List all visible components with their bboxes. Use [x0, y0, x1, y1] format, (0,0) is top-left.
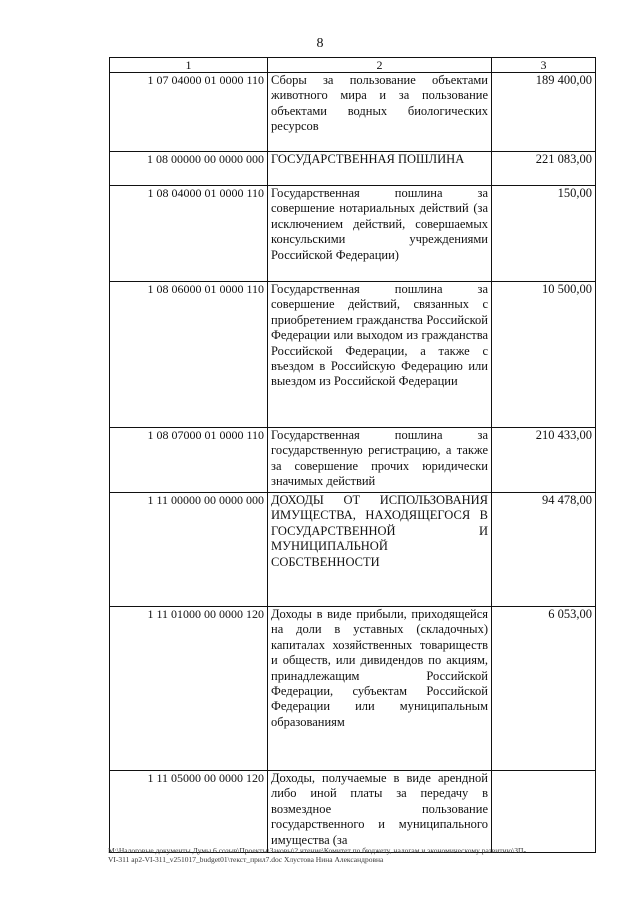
amount: 210 433,00	[492, 428, 596, 493]
table-row	[110, 186, 596, 282]
file-path-footer: М:\Налоговые документы Думы 6 созыв\Проекты\Заковы\2 чтение\Комитет по бюджету, налогам и экономическому развитию\ЗП-VI-311 ар2-VI-311_v251017_budget01\текст_прил7.doc Хлустова Нина Александровна	[108, 846, 526, 864]
amount: 189 400,00	[492, 73, 596, 152]
table-row	[110, 428, 596, 493]
revenue-description: Государственная пошлина за совершение нотариальных действий (за исключением действий, совершаемых консульскими учреждениями Российской Федерации)	[268, 186, 492, 282]
revenue-description: Государственная пошлина за государственную регистрацию, а также за совершение прочих юридически значимых действий	[268, 428, 492, 493]
revenue-description: Доходы, получаемые в виде арендной либо иной платы за передачу в возмездное пользование государственного и муниципального имущества (за	[268, 771, 492, 853]
budget-code: 1 08 06000 01 0000 110	[110, 282, 268, 428]
amount: 10 500,00	[492, 282, 596, 428]
table-row	[110, 607, 596, 771]
table-row	[110, 152, 596, 186]
amount: 221 083,00	[492, 152, 596, 186]
revenue-description: Доходы в виде прибыли, приходящейся на доли в уставных (складочных) капиталах хозяйственных товариществ и обществ, или дивидендов по акциям, принадлежащим Российской Федерации, субъектам Российской Федерации или муниципальным образованиям	[268, 607, 492, 771]
budget-code: 1 08 07000 01 0000 110	[110, 428, 268, 493]
column-header: 2	[268, 58, 492, 73]
amount	[492, 771, 596, 853]
amount: 6 053,00	[492, 607, 596, 771]
revenue-description: Государственная пошлина за совершение действий, связанных с приобретением гражданства Российской Федерации или выходом из гражданства Российской Федерации, а также с въездом в Российскую Федерацию или выездом из Российской Федерации	[268, 282, 492, 428]
table-row	[110, 73, 596, 152]
revenue-description: ДОХОДЫ ОТ ИСПОЛЬЗОВАНИЯ ИМУЩЕСТВА, НАХОДЯЩЕГОСЯ В ГОСУДАРСТВЕННОЙ И МУНИЦИПАЛЬНОЙ СОБСТВЕННОСТИ	[268, 493, 492, 607]
amount: 150,00	[492, 186, 596, 282]
budget-code: 1 11 01000 00 0000 120	[110, 607, 268, 771]
budget-code: 1 08 04000 01 0000 110	[110, 186, 268, 282]
table-row	[110, 282, 596, 428]
budget-code: 1 08 00000 00 0000 000	[110, 152, 268, 186]
column-header: 1	[110, 58, 268, 73]
amount: 94 478,00	[492, 493, 596, 607]
budget-code: 1 11 00000 00 0000 000	[110, 493, 268, 607]
table-row	[110, 493, 596, 607]
revenue-description: Сборы за пользование объектами животного мира и за пользование объектами водных биологических ресурсов	[268, 73, 492, 152]
budget-code: 1 07 04000 01 0000 110	[110, 73, 268, 152]
table-row	[110, 771, 596, 853]
revenue-description: ГОСУДАРСТВЕННАЯ ПОШЛИНА	[268, 152, 492, 186]
revenue-table	[109, 57, 596, 853]
budget-code: 1 11 05000 00 0000 120	[110, 771, 268, 853]
column-header: 3	[492, 58, 596, 73]
table-header-row	[110, 58, 596, 73]
page-number: 8	[316, 36, 324, 51]
